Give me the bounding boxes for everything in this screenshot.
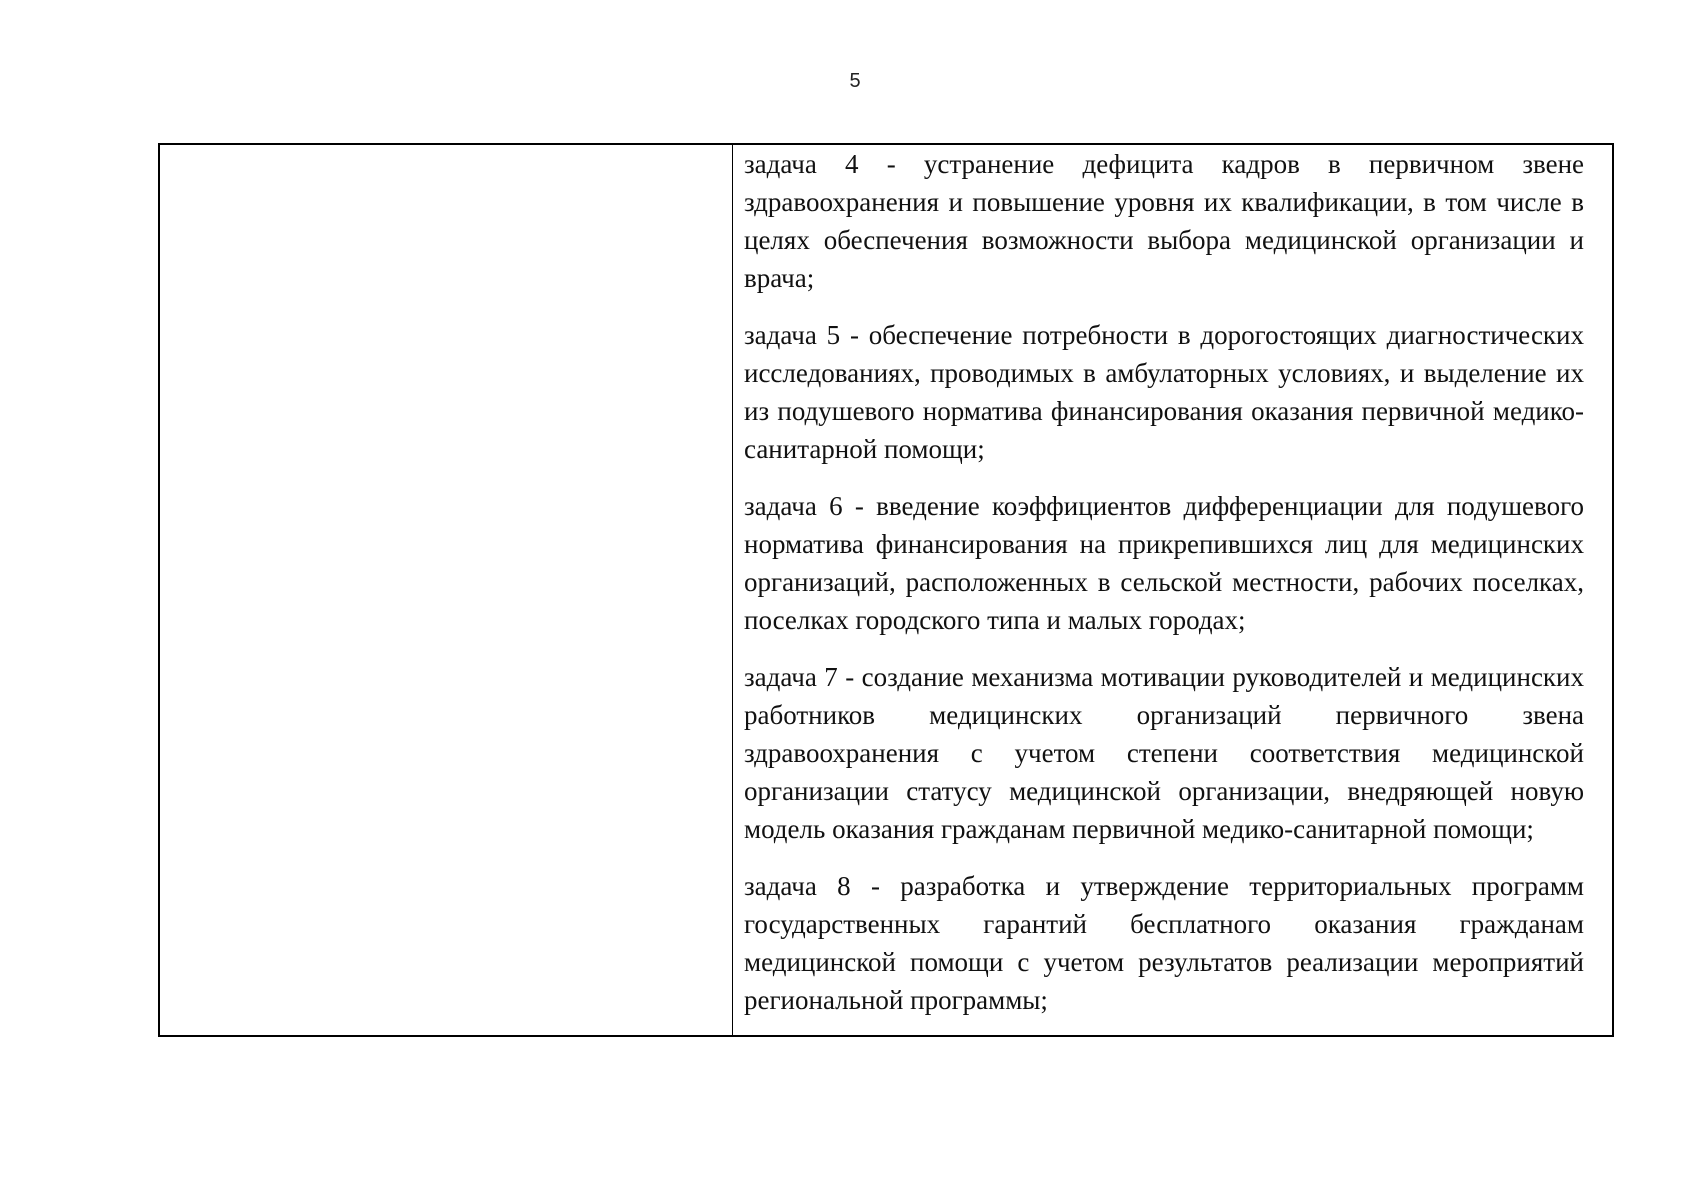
task-6-paragraph: задача 6 - введение коэффициентов дифференциации для подушевого норматива финансирования на прикрепившихся лиц для медицинских организаций, расположенных в сельской местности, рабочих поселках, поселках городского типа и малых городах; [744,491,1584,635]
task-4-paragraph: задача 4 - устранение дефицита кадров в первичном звене здравоохранения и повышение уровня их квалификации, в том числе в целях обеспечения возможности выбора медицинской организации и врача; [744,149,1584,293]
table-right-cell [733,145,1612,1035]
task-7-paragraph: задача 7 - создание механизма мотивации руководителей и медицинских работников медицинских организаций первичного звена здравоохранения с учетом степени соответствия медицинской организации статусу медицинской организации, внедряющей новую модель оказания гражданам первичной медико-санитарной помощи; [744,662,1584,844]
document-table [158,143,1614,1037]
page-number: 5 [849,70,861,92]
table-left-cell [160,145,733,1035]
task-5-paragraph: задача 5 - обеспечение потребности в дорогостоящих диагностических исследованиях, проводимых в амбулаторных условиях, и выделение их из подушевого норматива финансирования оказания первичной медико-санитарной помощи; [744,320,1584,464]
task-8-paragraph: задача 8 - разработка и утверждение территориальных программ государственных гарантий бесплатного оказания гражданам медицинской помощи с учетом результатов реализации мероприятий региональной программы; [744,871,1584,1015]
